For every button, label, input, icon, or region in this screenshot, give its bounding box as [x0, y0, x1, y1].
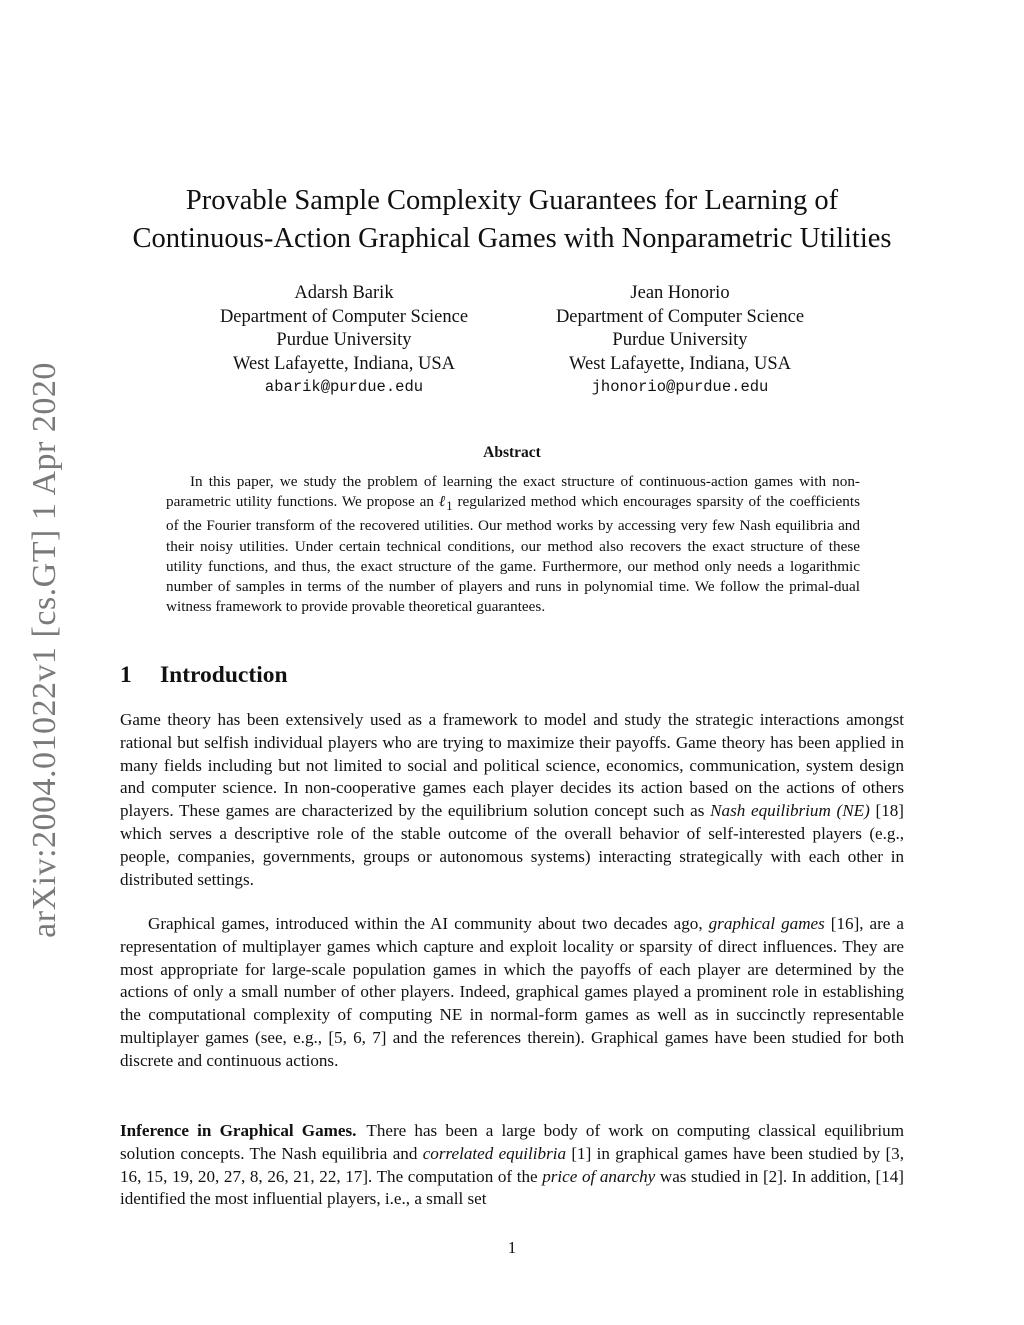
author-university: Purdue University	[276, 330, 412, 350]
paragraph-text: [1] in graphical games have been studied by [3, 16, 15, 19, 20, 27, 8, 26, 21, 22, 17]. The computation of the	[120, 1143, 904, 1186]
paragraph-text: Graphical games, introduced within the AI community about two decades ago,	[148, 914, 709, 933]
author-email[interactable]: jhonorio@purdue.edu	[591, 378, 769, 396]
emphasis-text: Nash equilibrium (NE)	[710, 801, 870, 821]
emphasis-text: price of anarchy	[542, 1166, 656, 1186]
abstract-text	[166, 472, 860, 617]
ell-subscript: 1	[446, 499, 453, 514]
section-title: Introduction	[160, 662, 288, 688]
author-email[interactable]: abarik@purdue.edu	[264, 378, 424, 396]
paragraph-1	[120, 709, 904, 891]
section-heading	[120, 662, 288, 689]
paragraph-text: There has been a large body of work on computing classical equilibrium solution concepts. The Nash equilibria and	[120, 1121, 904, 1163]
section-number: 1	[120, 662, 132, 688]
author-block-2	[520, 282, 840, 400]
author-department: Department of Computer Science	[219, 306, 469, 327]
paragraph-3	[120, 1120, 904, 1211]
title-line-2: Continuous-Action Graphical Games with Nonparametric Utilities	[132, 223, 892, 254]
author-university: Purdue University	[612, 330, 748, 350]
abstract-text-a: In this paper, we study the problem of learning the exact structure of continuous-action games with non-parametric utility functions. We propose an	[166, 473, 860, 511]
emphasis-text: correlated equilibria	[422, 1143, 567, 1163]
author-location: West Lafayette, Indiana, USA	[233, 353, 455, 374]
abstract-text-b: regularized method which encourages sparsity of the coefficients of the Fourier transform of the recovered utilities. Our method works by accessing very few Nash equilibria and their noisy utilities. Under certain technical conditions, our method also recovers the exact structure of these utility functions, and thus, the exact structure of the game. Furthermore, our method only needs a logarithmic number of samples in terms of the number of players and runs in polynomial time. We follow the primal-dual witness framework to provide provable theoretical guarantees.	[166, 493, 860, 616]
author-department: Department of Computer Science	[555, 306, 805, 327]
title-line-1: Provable Sample Complexity Guarantees for Learning of	[185, 185, 839, 216]
page-number: 1	[507, 1238, 517, 1257]
paragraph-text: [18] which serves a descriptive role of the stable outcome of the overall behavior of self-interested players (e.g., people, companies, governments, groups or autonomous systems) interacting strategically with each other in distributed settings.	[120, 801, 904, 889]
paragraph-heading: Inference in Graphical Games.	[120, 1121, 357, 1140]
author-block-1	[184, 282, 504, 400]
paragraph-text: [16], are a representation of multiplayer games which capture and exploit locality or sparsity of direct influences. They are most appropriate for large-scale population games in which the payoffs of each player are determined by the actions of only a small number of other players. Indeed, graphical games played a prominent role in establishing the computational complexity of computing NE in normal-form games as well as in succinctly representable multiplayer games (see, e.g., [5, 6, 7] and the references therein). Graphical games have been studied for both discrete and continuous actions.	[120, 914, 904, 1070]
abstract-heading: Abstract	[483, 444, 541, 461]
emphasis-text: graphical games	[708, 914, 825, 933]
ell-symbol: ℓ	[438, 493, 447, 511]
arxiv-side-stamp: arXiv:2004.01022v1 [cs.GT] 1 Apr 2020	[26, 362, 63, 938]
author-name: Adarsh Barik	[294, 283, 394, 303]
paragraph-text: Game theory has been extensively used as a framework to model and study the strategic interactions amongst rational but selfish individual players who are trying to maximize their payoffs. Game theory has been applied in many fields including but not limited to social and political science, economics, communication, system design and computer science. In non-cooperative games each player decides its action based on the actions of others players. These games are characterized by the equilibrium solution concept such as	[120, 710, 904, 821]
paper-title	[120, 182, 904, 258]
author-name: Jean Honorio	[630, 283, 730, 303]
paragraph-text: was studied in [2]. In addition, [14] identified the most influential players, i.e., a small set	[120, 1166, 904, 1209]
author-location: West Lafayette, Indiana, USA	[569, 353, 791, 374]
paragraph-2	[120, 913, 904, 1073]
